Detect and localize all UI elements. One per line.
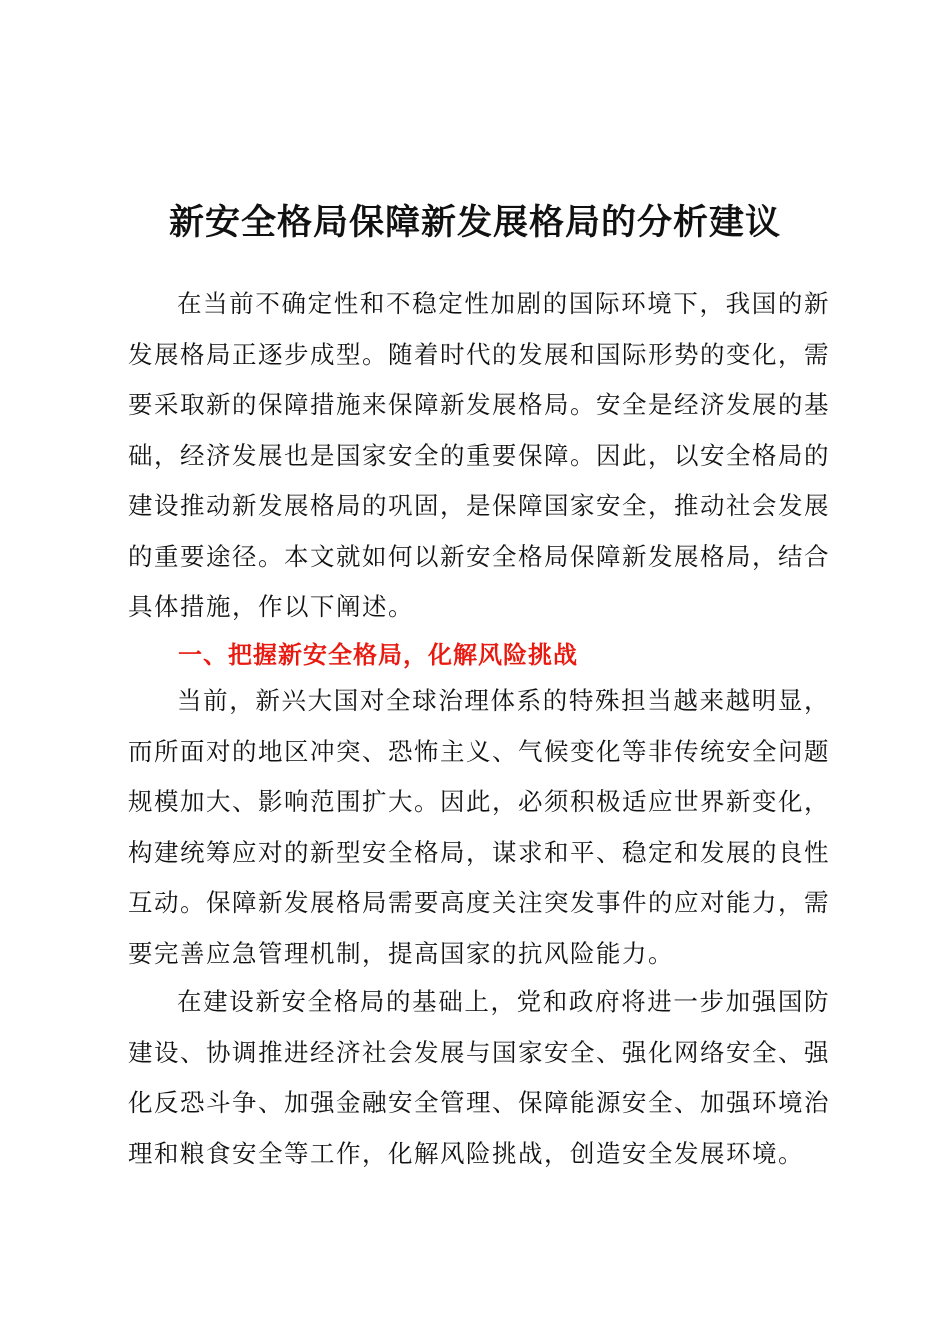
- section-1-paragraph-1: 当前，新兴大国对全球治理体系的特殊担当越来越明显，而所面对的地区冲突、恐怖主义、气候变化等非传统安全问题规模加大、影响范围扩大。因此，必须积极适应世界新变化，构建统筹应对的新型安全格局，谋求和平、稳定和发展的良性互动。保障新发展格局需要高度关注突发事件的应对能力，需要完善应急管理机制，提高国家的抗风险能力。: [128, 686, 830, 968]
- intro-paragraph: 在当前不确定性和不稳定性加剧的国际环境下，我国的新发展格局正逐步成型。随着时代的发展和国际形势的变化，需要采取新的保障措施来保障新发展格局。安全是经济发展的基础，经济发展也是国家安全的重要保障。因此，以安全格局的建设推动新发展格局的巩固，是保障国家安全，推动社会发展的重要途径。本文就如何以新安全格局保障新发展格局，结合具体措施，作以下阐述。: [128, 289, 830, 621]
- section-1-paragraph-2: 在建设新安全格局的基础上，党和政府将进一步加强国防建设、协调推进经济社会发展与国家安全、强化网络安全、强化反恐斗争、加强金融安全管理、保障能源安全、加强环境治理和粮食安全等工作，化解风险挑战，创造安全发展环境。: [128, 987, 830, 1168]
- section-heading-1: 一、把握新安全格局，化解风险挑战: [178, 641, 578, 669]
- document-title: 新安全格局保障新发展格局的分析建议: [168, 203, 781, 243]
